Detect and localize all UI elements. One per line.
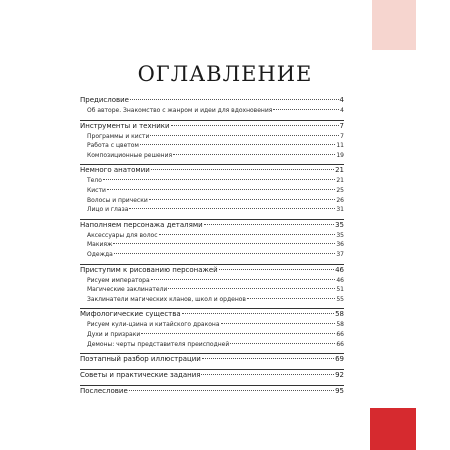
toc-item-page-number: 19	[336, 151, 344, 159]
dot-leader	[140, 144, 335, 145]
dot-leader	[114, 253, 336, 254]
toc-item-title: Заклинатели магических кланов, школ и орденов	[87, 295, 246, 303]
toc-section-title: Поэтапный разбор иллюстрации	[80, 355, 201, 364]
toc-item-page-number: 58	[336, 321, 344, 329]
toc-item-page-number: 36	[336, 241, 344, 249]
dot-leader	[202, 358, 334, 359]
toc-item-page-number: 26	[336, 196, 344, 204]
dot-leader	[107, 189, 336, 190]
toc-section-title: Немного анатомии	[80, 166, 150, 175]
toc-item-page-number: 37	[336, 250, 344, 258]
page-edge-tab-red	[370, 408, 416, 450]
toc-item-title: Кисти	[87, 186, 106, 194]
toc-section-title: Послесловие	[80, 387, 128, 396]
toc-item-page-number: 46	[336, 276, 344, 284]
toc-item-title: Лицо и глаза	[87, 206, 129, 214]
toc-item-title: Работа с цветом	[87, 142, 139, 150]
toc-section-row[interactable]	[80, 388, 344, 399]
dot-leader	[113, 243, 335, 244]
toc-section	[80, 121, 344, 166]
toc-section-title: Наполняем персонажа деталями	[80, 220, 203, 229]
toc-item-title: Аксессуары для волос	[87, 231, 158, 239]
toc-item-title: Рисуем кули-цзина и китайского дракона	[87, 321, 220, 329]
toc-item-page-number: 66	[336, 330, 344, 338]
toc-section-page-number: 69	[335, 355, 344, 364]
toc-section-page-number: 21	[335, 166, 344, 175]
dot-leader	[273, 109, 339, 110]
dot-leader	[103, 179, 335, 180]
table-of-contents	[80, 95, 344, 401]
toc-item-title: Композиционные решения	[87, 151, 173, 159]
dot-leader	[247, 298, 335, 299]
toc-item-page-number: 11	[336, 142, 344, 150]
toc-section-title: Приступим к рисованию персонажей	[80, 265, 218, 274]
toc-item-page-number: 25	[336, 186, 344, 194]
toc-section-row[interactable]	[80, 167, 344, 178]
dot-leader	[130, 99, 339, 100]
toc-item-row[interactable]	[80, 242, 344, 252]
toc-section-page-number: 58	[335, 310, 344, 319]
toc-item-row[interactable]	[80, 178, 344, 188]
toc-section-title: Советы и практические задания	[80, 371, 201, 380]
dot-leader	[201, 374, 334, 375]
dot-leader	[149, 199, 336, 200]
dot-leader	[150, 135, 339, 136]
toc-item-title: Магические заклинатели	[87, 286, 168, 294]
toc-section-row[interactable]	[80, 372, 344, 383]
toc-item-row[interactable]	[80, 233, 344, 243]
toc-section-row[interactable]	[80, 123, 344, 134]
toc-item-page-number: 4	[340, 107, 344, 114]
toc-item-row[interactable]	[80, 342, 344, 352]
toc-section	[80, 370, 344, 386]
toc-section-title: Предисловие	[80, 96, 129, 104]
toc-section	[80, 95, 344, 121]
toc-section-page-number: 7	[339, 121, 344, 130]
toc-section-title: Инструменты и техники	[80, 121, 170, 130]
toc-item-row[interactable]	[80, 207, 344, 217]
toc-item-title: Тело	[87, 177, 102, 185]
toc-section	[80, 386, 344, 401]
dot-leader	[168, 288, 335, 289]
dot-leader	[159, 234, 336, 235]
dot-leader	[219, 269, 334, 270]
toc-item-page-number: 51	[336, 286, 344, 294]
dot-leader	[173, 154, 335, 155]
toc-section-page-number: 46	[335, 265, 344, 274]
toc-section-page-number: 4	[339, 96, 344, 104]
dot-leader	[171, 125, 339, 126]
page-title: ОГЛАВЛЕНИЕ	[137, 62, 313, 86]
dot-leader	[221, 323, 336, 324]
dot-leader	[129, 390, 334, 391]
toc-item-title: Демоны: черты представителя преисподней	[87, 340, 230, 348]
toc-section	[80, 354, 344, 370]
toc-item-row[interactable]	[80, 297, 344, 307]
toc-item-title: Волосы и прически	[87, 196, 148, 204]
toc-section	[80, 265, 344, 310]
toc-item-row[interactable]	[80, 153, 344, 163]
toc-item-title: Рисуем императора	[87, 276, 150, 284]
toc-item-title: Об авторе. Знакомство с жанром и идеи для вдохновения	[87, 107, 273, 114]
dot-leader	[151, 169, 334, 170]
dot-leader	[230, 343, 335, 344]
toc-section-row[interactable]	[80, 267, 344, 278]
toc-section-page-number: 35	[335, 220, 344, 229]
dot-leader	[129, 208, 335, 209]
toc-item-row[interactable]	[80, 108, 344, 118]
toc-item-title: Программы и кисти	[87, 132, 150, 140]
toc-section	[80, 220, 344, 265]
dot-leader	[204, 224, 334, 225]
toc-item-page-number: 21	[336, 177, 344, 185]
toc-item-row[interactable]	[80, 252, 344, 262]
toc-item-title: Духи и призраки	[87, 330, 141, 338]
dot-leader	[151, 279, 336, 280]
toc-section-page-number: 92	[335, 371, 344, 380]
toc-item-title: Макияж	[87, 241, 113, 249]
toc-item-page-number: 7	[340, 132, 344, 140]
dot-leader	[141, 333, 335, 334]
toc-section	[80, 165, 344, 219]
toc-item-page-number: 66	[336, 340, 344, 348]
toc-section-title: Мифологические существа	[80, 310, 181, 319]
toc-section-page-number: 95	[335, 387, 344, 396]
toc-item-page-number: 31	[336, 206, 344, 214]
toc-item-page-number: 55	[336, 295, 344, 303]
page-edge-tab-light	[372, 0, 416, 50]
toc-item-page-number: 35	[336, 231, 344, 239]
toc-section	[80, 309, 344, 354]
toc-section-row[interactable]	[80, 356, 344, 367]
dot-leader	[182, 313, 334, 314]
toc-item-title: Одежда	[87, 250, 113, 258]
